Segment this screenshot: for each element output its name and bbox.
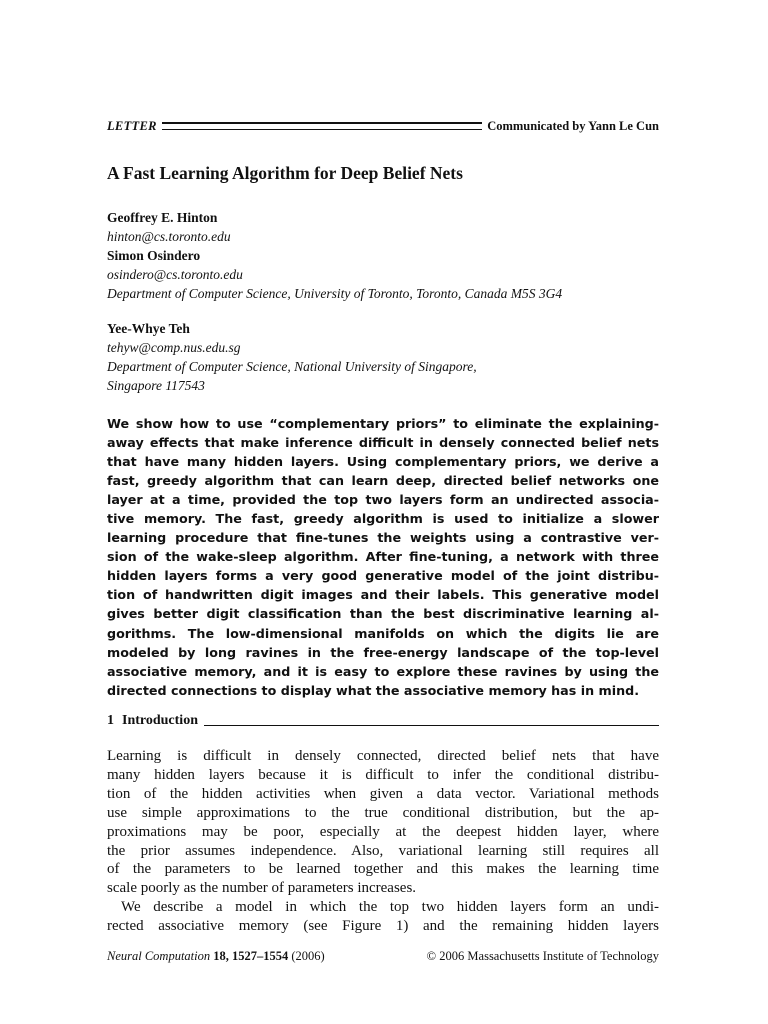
running-header [107, 117, 659, 135]
abstract-line: learning procedure that fine-tunes the weights using a contrastive ver- [107, 530, 659, 546]
author-email: tehyw@comp.nus.edu.sg [107, 340, 241, 355]
journal-citation [107, 949, 325, 964]
abstract-line: tive memory. The fast, greedy algorithm is used to initialize a slower [107, 511, 659, 527]
volume-pages: 18, 1527–1554 [213, 949, 289, 963]
paper-title: A Fast Learning Algorithm for Deep Belief Nets [107, 163, 463, 183]
body-line: of the parameters to be learned together and this makes the learning time [107, 861, 659, 878]
abstract-line: sion of the wake-sleep algorithm. After fine-tuning, a network with three [107, 549, 659, 565]
abstract-line: associative memory, and it is easy to explore these ravines by using the [107, 663, 659, 679]
abstract-line: We show how to use “complementary priors” to eliminate the explaining- [107, 416, 659, 431]
abstract-line: away effects that make inference difficult in densely connected belief nets [107, 435, 659, 451]
abstract-line: gorithms. The low-dimensional manifolds on which the digits lie are [107, 625, 659, 641]
body-line: We describe a model in which the top two hidden layers form an undi- [121, 899, 659, 916]
author-name: Geoffrey E. Hinton [107, 210, 218, 225]
author-email: hinton@cs.toronto.edu [107, 229, 231, 244]
journal-year: (2006) [291, 949, 325, 963]
abstract-line: tion of handwritten digit images and their labels. This generative model [107, 587, 659, 603]
abstract-line: fast, greedy algorithm that can learn deep, directed belief networks one [107, 473, 659, 489]
abstract-line: gives better digit classification than the best discriminative learning al- [107, 606, 659, 622]
body-line: tion of the hidden activities when given a data vector. Variational methods [107, 785, 659, 802]
author-affiliation: Singapore 117543 [107, 378, 205, 393]
abstract-line: layer at a time, provided the top two layers form an undirected associa- [107, 492, 659, 508]
abstract-line: that have many hidden layers. Using complementary priors, we derive a [107, 454, 659, 470]
author-name: Yee-Whye Teh [107, 321, 190, 336]
body-line: many hidden layers because it is difficult to infer the conditional distribu- [107, 766, 659, 783]
letter-label: LETTER [107, 118, 157, 133]
body-line: the prior assumes independence. Also, variational learning still requires all [107, 842, 659, 859]
author-name: Simon Osindero [107, 248, 201, 263]
body-line: rected associative memory (see Figure 1) and the remaining hidden layers [107, 918, 659, 935]
author-spacer [107, 303, 659, 319]
section-number: 1 [107, 713, 114, 728]
copyright-notice: © 2006 Massachusetts Institute of Technology [426, 949, 659, 963]
journal-name: Neural Computation [107, 949, 211, 963]
author-block [107, 208, 659, 395]
author-affiliation: Department of Computer Science, National University of Singapore, [107, 359, 477, 374]
communicated-by: Communicated by Yann Le Cun [487, 118, 659, 133]
body-line: proximations may be poor, especially at the deepest hidden layer, where [107, 823, 659, 840]
body-line: scale poorly as the number of parameters increases. [107, 880, 417, 897]
body-text [107, 747, 659, 936]
author-email: osindero@cs.toronto.edu [107, 267, 243, 282]
body-line: use simple approximations to the true conditional distribution, but the ap- [107, 804, 659, 821]
author-affiliation: Department of Computer Science, University of Toronto, Toronto, Canada M5S 3G4 [107, 286, 563, 301]
section-rule [204, 725, 659, 726]
abstract [107, 414, 659, 700]
body-line: Learning is difficult in densely connected, directed belief nets that have [107, 748, 659, 764]
section-title: Introduction [122, 713, 198, 728]
page-footer [107, 949, 659, 964]
abstract-line: directed connections to display what the associative memory has in mind. [107, 682, 640, 698]
abstract-line: hidden layers forms a very good generative model of the joint distribu- [107, 568, 659, 584]
section-heading [107, 711, 659, 731]
header-rule [162, 122, 482, 130]
abstract-line: modeled by long ravines in the free-energy landscape of the top-level [107, 644, 659, 660]
